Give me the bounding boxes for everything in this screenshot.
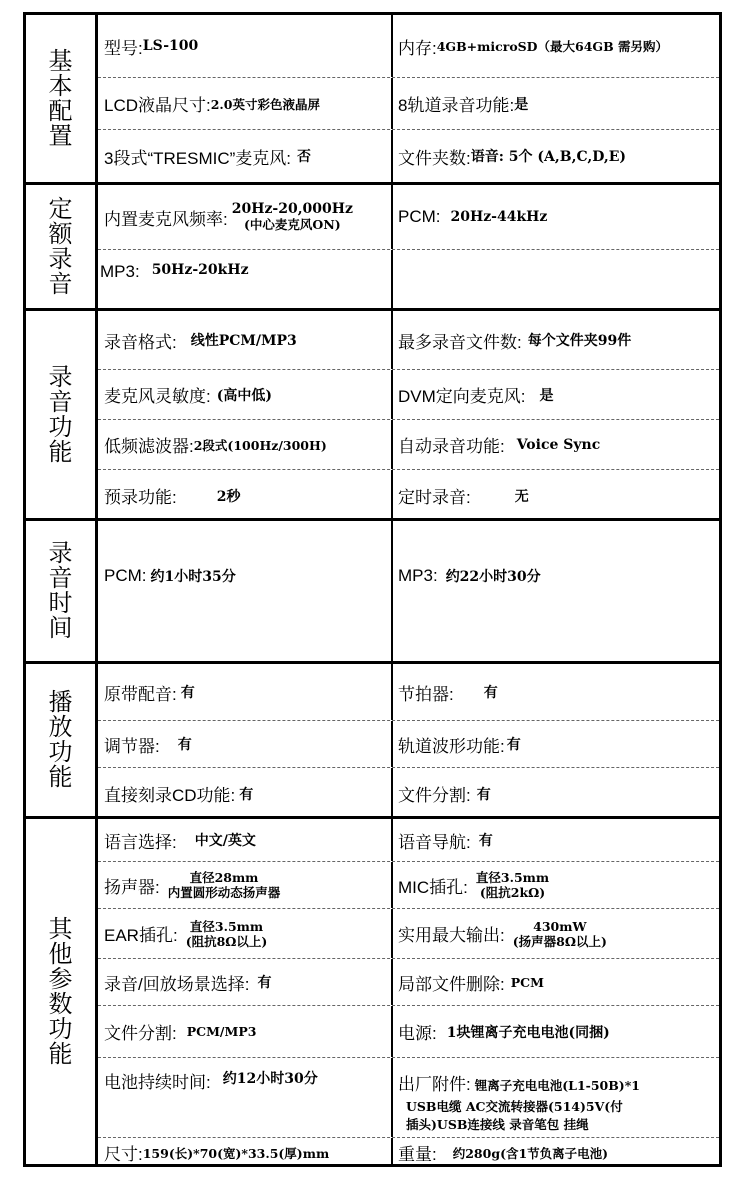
spec-row: [98, 1057, 719, 1137]
spec-cell: 最多录音文件数: 每个文件夹99件: [398, 332, 632, 352]
spec-cell: 3段式“TRESMIC”麦克风: 否: [98, 130, 393, 182]
spec-cell: 麦克风灵敏度: (高中低): [98, 370, 393, 419]
spec-row: [98, 908, 719, 958]
spec-cell-empty: [393, 250, 719, 308]
category-label: 基本配置: [26, 15, 98, 182]
spec-cell: 实用最大输出: 430mW (扬声器8Ω以上): [398, 918, 607, 949]
spec-row: [98, 819, 719, 861]
spec-cell: PCM: 约1小时35分: [98, 521, 393, 631]
section-basic: [26, 15, 719, 182]
spec-cell: MP3: 约22小时30分: [398, 566, 541, 585]
spec-row: [98, 767, 719, 819]
spec-cell: 电池持续时间: 约12小时30分: [98, 1058, 393, 1137]
spec-cell: 直接刻录CD功能: 有: [98, 768, 393, 819]
spec-cell: 录音/回放场景选择: 有: [98, 959, 393, 1005]
spec-cell: 节拍器: 有: [398, 684, 498, 704]
spec-row: [98, 15, 719, 77]
spec-row: [98, 958, 719, 1005]
spec-row: [98, 1005, 719, 1057]
spec-cell: 局部文件删除: PCM: [398, 974, 544, 994]
spec-row: [98, 521, 719, 631]
spec-cell: 内置麦克风频率: 20Hz-20,000Hz (中心麦克风ON): [98, 185, 393, 249]
spec-row: [98, 129, 719, 182]
spec-cell: DVM定向麦克风: 是: [398, 387, 554, 406]
spec-cell: 调节器: 有: [98, 721, 393, 767]
spec-cell: 8轨道录音功能: 是: [398, 96, 529, 115]
spec-cell: 定时录音: 无: [398, 488, 529, 507]
spec-cell: 录音格式: 线性PCM/MP3: [98, 311, 393, 369]
category-label: 定额录音: [26, 185, 98, 308]
spec-cell: 重量: 约280g(含1节负离子电池): [398, 1145, 609, 1164]
category-label: 录音时间: [26, 521, 98, 661]
spec-cell: 文件分割: 有: [398, 786, 491, 805]
spec-cell: 原带配音: 有: [98, 664, 393, 720]
spec-cell: 语音导航: 有: [398, 832, 493, 852]
spec-cell: PCM: 20Hz-44kHz: [398, 207, 548, 226]
category-label: 播放功能: [26, 664, 98, 816]
spec-row: [98, 861, 719, 908]
category-label: 其他参数功能: [26, 819, 98, 1164]
spec-cell: 扬声器: 直径28mm 内置圆形动态扬声器: [98, 862, 393, 908]
spec-row: [98, 369, 719, 419]
spec-cell: 自动录音功能: Voice Sync: [398, 436, 601, 456]
category-label: 录音功能: [26, 311, 98, 518]
spec-cell: 文件分割: PCM/MP3: [98, 1006, 393, 1057]
spec-cell: 文件夹数: 语音: 5个 (A,B,C,D,E): [398, 148, 627, 168]
section-recording-time: [26, 518, 719, 661]
spec-cell: 尺寸: 159(长)*70(宽)*33.5(厚)mm: [98, 1138, 393, 1167]
section-other-parameters: [26, 816, 719, 1164]
spec-table: [23, 12, 722, 1167]
spec-cell: 电源: 1块锂离子充电电池(同捆): [398, 1024, 610, 1043]
spec-cell: 低频滤波器: 2段式(100Hz/300H): [98, 420, 393, 469]
spec-row: [98, 1137, 719, 1167]
spec-row: [98, 77, 719, 129]
spec-row: [98, 720, 719, 767]
spec-cell: 型号: LS-100: [98, 15, 393, 77]
section-recording-functions: [26, 308, 719, 518]
spec-cell: LCD液晶尺寸: 2.0英寸彩色液晶屏: [98, 78, 393, 129]
spec-cell: 轨道波形功能: 有: [398, 736, 521, 756]
spec-row: [98, 664, 719, 720]
spec-row: [98, 311, 719, 369]
spec-row-filler: [98, 631, 719, 664]
spec-cell: EAR插孔: 直径3.5mm (阻抗8Ω以上): [98, 909, 393, 958]
section-playback-functions: [26, 661, 719, 816]
spec-cell: 出厂附件: 锂离子充电电池(L1-50B)*1 USB电缆 AC交流转接器(514)5V(付 插头)USB连接线 录音笔包 挂绳: [398, 1075, 640, 1132]
spec-cell: 内存: 4GB+microSD（最大64GB 需另购）: [398, 38, 669, 58]
spec-cell: 预录功能: 2秒: [98, 470, 393, 521]
section-rated-recording: [26, 182, 719, 308]
spec-row: [98, 249, 719, 308]
spec-row: [98, 469, 719, 521]
spec-row: [98, 185, 719, 249]
spec-cell: MIC插孔: 直径3.5mm (阻抗2kΩ): [398, 870, 550, 900]
spec-cell: 语言选择: 中文/英文: [98, 819, 393, 861]
spec-row: [98, 419, 719, 469]
spec-cell: MP3: 50Hz-20kHz: [98, 250, 393, 308]
